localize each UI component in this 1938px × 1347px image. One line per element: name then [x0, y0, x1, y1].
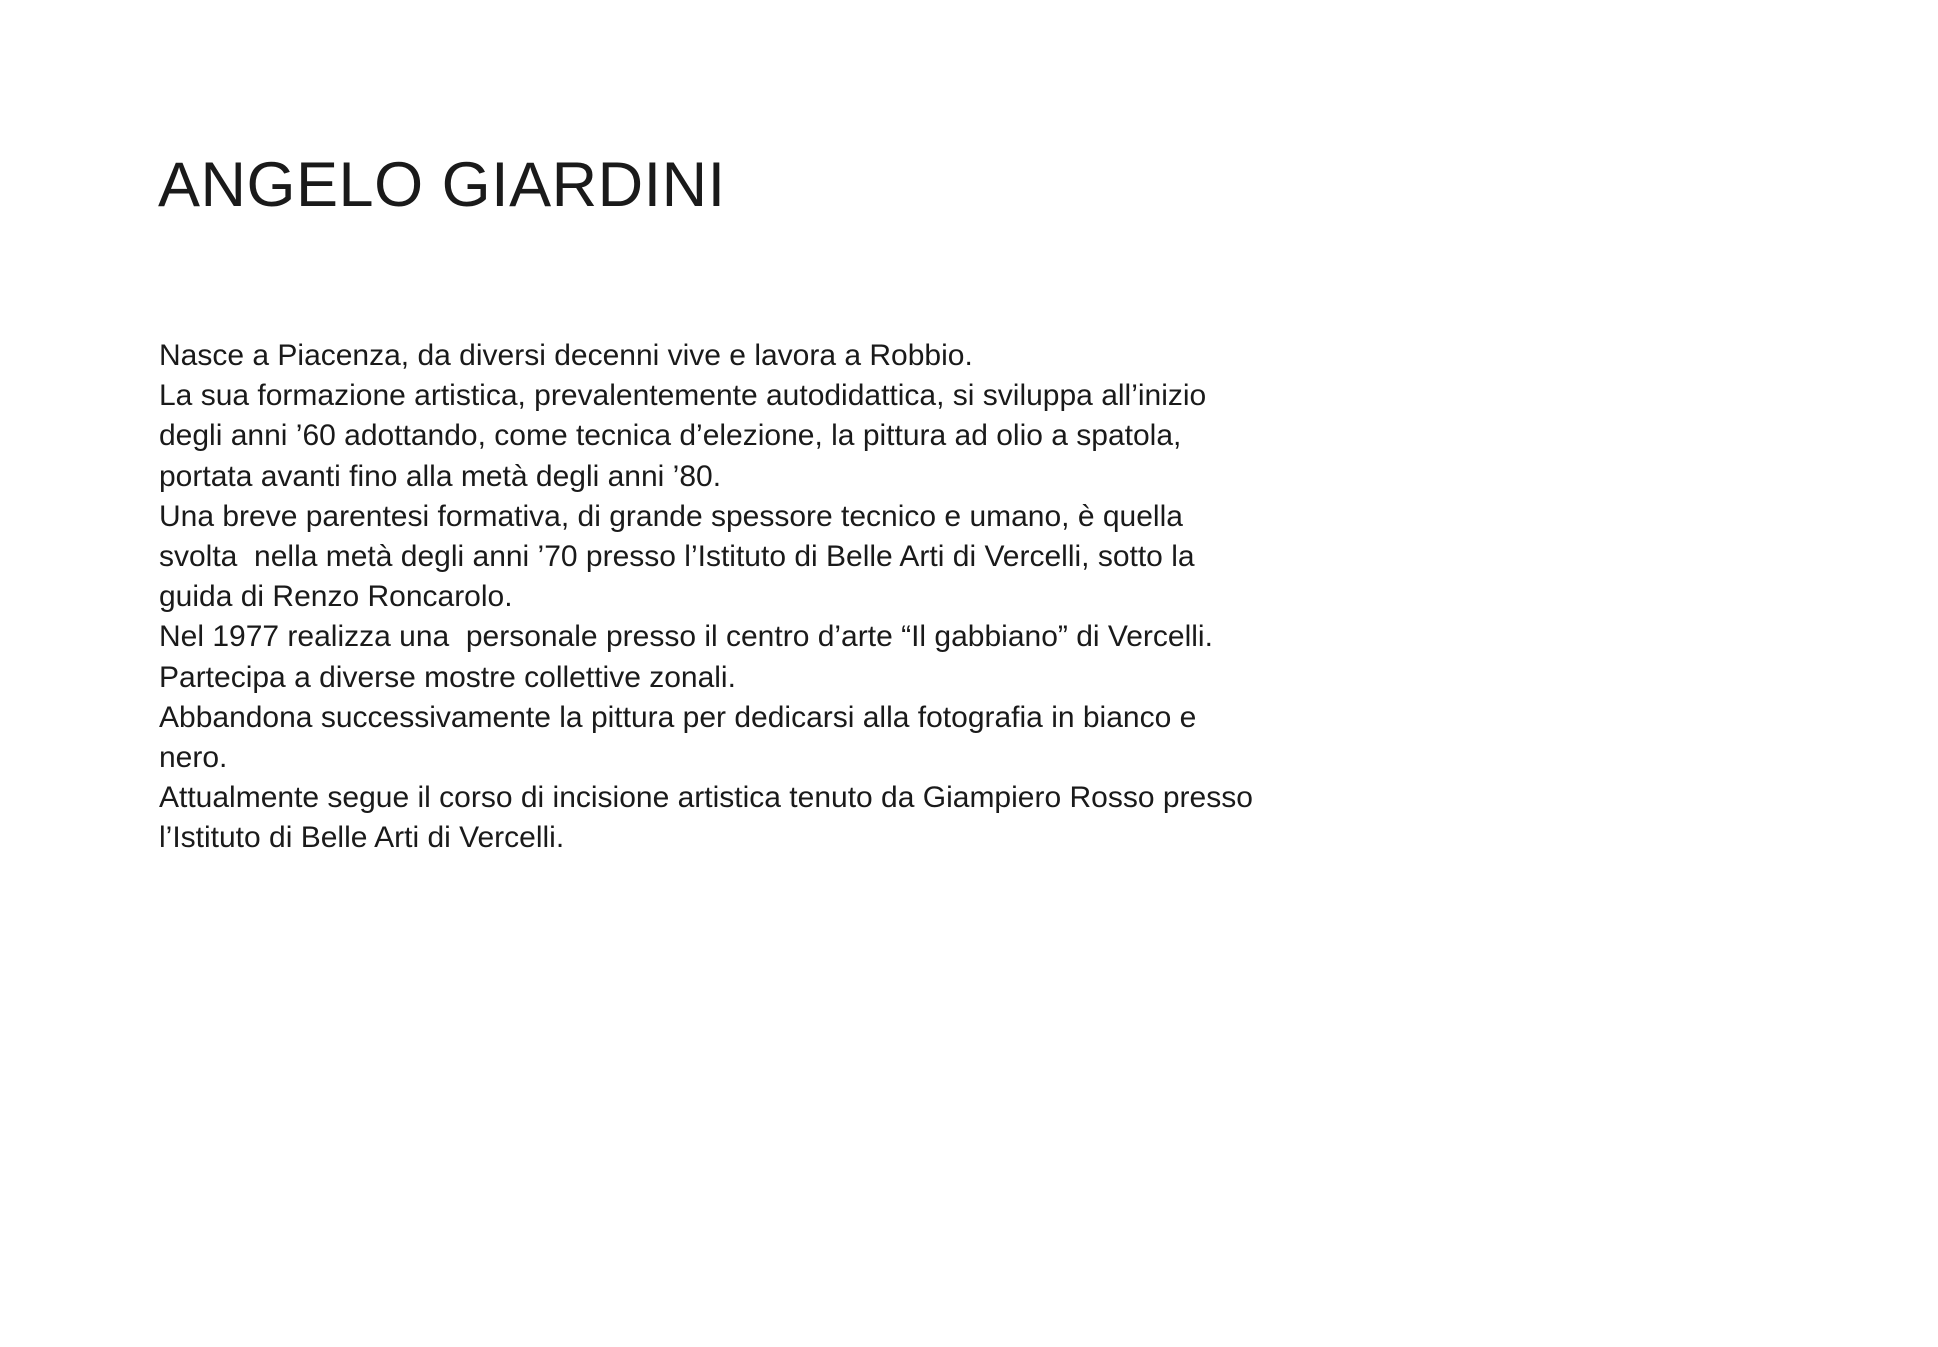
bio-line: degli anni ’60 adottando, come tecnica d’elezione, la pittura ad olio a spatola, — [159, 419, 1182, 453]
bio-line: Partecipa a diverse mostre collettive zonali. — [159, 660, 736, 694]
bio-line: Abbandona successivamente la pittura per dedicarsi alla fotografia in bianco e — [159, 700, 1197, 734]
bio-line: Nel 1977 realizza una personale presso il centro d’arte “Il gabbiano” di Vercelli. — [159, 620, 1213, 654]
bio-line: Nasce a Piacenza, da diversi decenni vive e lavora a Robbio. — [159, 339, 973, 372]
bio-line: svolta nella metà degli anni ’70 presso l’Istituto di Belle Arti di Vercelli, sotto la — [159, 539, 1195, 573]
bio-line: guida di Renzo Roncarolo. — [159, 580, 513, 614]
bio-line: Attualmente segue il corso di incisione artistica tenuto da Giampiero Rosso presso — [159, 781, 1253, 815]
page-title: ANGELO GIARDINI — [158, 150, 726, 220]
bio-line: nero. — [159, 740, 228, 774]
bio-line: La sua formazione artistica, prevalentemente autodidattica, si sviluppa all’inizio — [159, 379, 1207, 413]
bio-line: portata avanti fino alla metà degli anni ’80. — [159, 459, 722, 493]
bio-line: l’Istituto di Belle Arti di Vercelli. — [159, 821, 565, 855]
biography-text — [159, 336, 1459, 858]
bio-line: Una breve parentesi formativa, di grande spessore tecnico e umano, è quella — [159, 499, 1183, 533]
